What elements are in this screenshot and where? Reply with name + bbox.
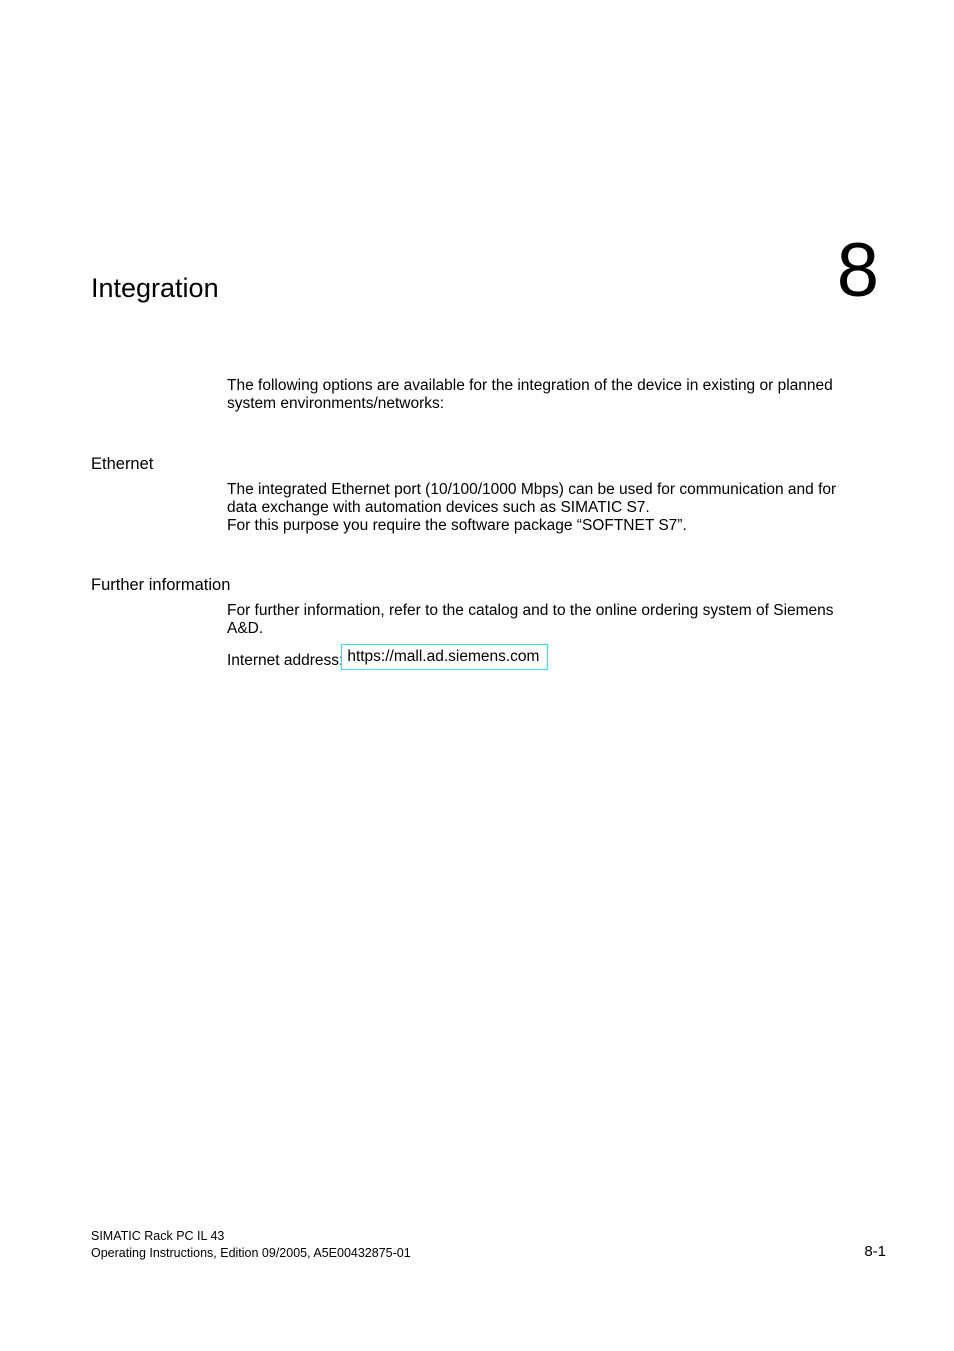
footer-edition: Operating Instructions, Edition 09/2005, A5E00432875-01 (91, 1246, 411, 1260)
footer-product: SIMATIC Rack PC IL 43 (91, 1229, 225, 1243)
ethernet-section (227, 481, 867, 535)
ethernet-heading: Ethernet (91, 455, 154, 473)
intro-paragraph: The following options are available for the integration of the device in existing or planned system environments/networks: (227, 377, 833, 412)
ethernet-requirement: For this purpose you require the software package “SOFTNET S7”. (227, 517, 687, 534)
internet-address-label: Internet address: (227, 652, 344, 669)
internet-address-line (227, 648, 867, 674)
footer (91, 1228, 411, 1262)
internet-address-link[interactable]: https://mall.ad.siemens.com (341, 644, 548, 670)
further-information-heading: Further information (91, 576, 231, 594)
page-number: 8-1 (864, 1243, 886, 1260)
chapter-title: Integration (91, 273, 219, 303)
further-information-paragraph: For further information, refer to the catalog and to the online ordering system of Siemens A&D. (227, 602, 834, 637)
ethernet-paragraph: The integrated Ethernet port (10/100/1000 Mbps) can be used for communication and for data exchange with automation devices such as SIMATIC S7. (227, 481, 837, 516)
chapter-number: 8 (836, 228, 879, 313)
